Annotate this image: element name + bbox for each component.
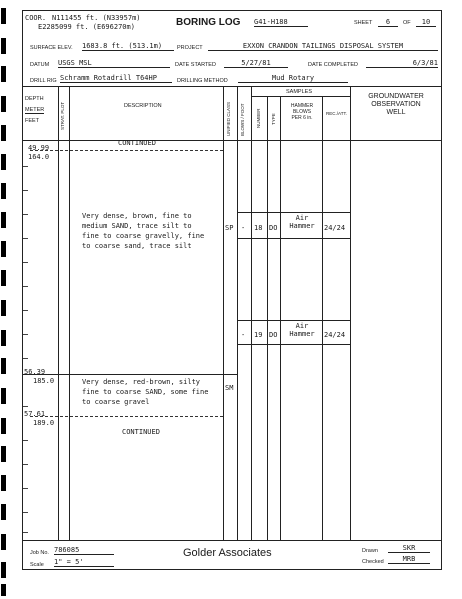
col-rec-att: REC./ATT.: [326, 111, 347, 116]
project-value: EXXON CRANDON TAILINGS DISPOSAL SYSTEM: [208, 42, 438, 51]
coord-label: COOR.: [25, 14, 47, 22]
col-unified-class: UNIFIED CLASS: [226, 101, 231, 136]
sample18-rec: 24/24: [324, 224, 346, 232]
of-label: OF: [403, 20, 411, 26]
checked-value: MRB: [388, 555, 430, 564]
col-groundwater: GROUNDWATER OBSERVATION WELL: [368, 93, 424, 116]
layer2-class: SM: [225, 384, 234, 392]
depth-top-ft: 164.0: [28, 153, 50, 161]
continued-bottom: CONTINUED: [122, 428, 160, 436]
layer2-description: Very dense, red-brown, silty fine to coarse SAND, some fine to coarse gravel: [82, 378, 209, 406]
coord-easting: E2285099 ft. (E696270m): [38, 23, 135, 31]
surface-elev-label: SURFACE ELEV.: [30, 45, 73, 51]
project-label: PROJECT: [177, 45, 203, 51]
scale-value: 1" = 5': [54, 558, 114, 567]
sample18-number: 18: [254, 224, 263, 232]
sample19-type: DO: [269, 331, 278, 339]
scale-label: Scale: [30, 562, 44, 568]
drawn-value: SKR: [388, 544, 430, 553]
drill-rig-value: Schramm Rotadrill T64HP: [60, 74, 172, 83]
date-started-label: DATE STARTED: [175, 62, 216, 68]
date-started-value: 5/27/81: [224, 59, 288, 68]
sample19-number: 19: [254, 331, 263, 339]
layer1-description: Very dense, brown, fine to medium SAND, trace silt to fine to coarse gravelly, fine to coarse sand, trace silt: [82, 212, 205, 250]
col-depth-meter: METER: [25, 107, 45, 113]
col-depth-feet: FEET: [25, 118, 40, 124]
date-completed-value: 6/3/81: [366, 59, 438, 68]
surface-elev-value: 1683.8 ft. (513.1m): [82, 42, 174, 51]
job-label: Job No.: [30, 550, 49, 556]
depth-bot-ft: 189.0: [33, 419, 55, 427]
drawn-label: Drawn: [362, 548, 378, 554]
sample19-hammer: Air Hammer: [289, 322, 315, 338]
depth-mid-m: 56.39: [24, 368, 46, 376]
col-samples: SAMPLES: [286, 89, 312, 95]
col-description: DESCRIPTION: [124, 103, 162, 109]
continued-top: CONTINUED: [118, 139, 156, 147]
col-depth: DEPTH: [25, 96, 44, 102]
coord-northing: N111455 ft. (N33957m): [52, 14, 141, 22]
sample19-rec: 24/24: [324, 331, 346, 339]
date-completed-label: DATE COMPLETED: [308, 62, 359, 68]
col-strat-plot: STRAT. PLOT: [60, 101, 65, 130]
col-hammer: HAMMER BLOWS PER 6 in.: [290, 103, 314, 121]
depth-top-m: 49.99: [28, 144, 50, 152]
depth-bot-m: 57.61: [24, 410, 46, 418]
col-sample-type: TYPE: [271, 113, 276, 125]
sample18-blows: -: [241, 224, 246, 232]
drill-rig-label: DRILL RIG: [30, 78, 57, 84]
sample18-type: DO: [269, 224, 278, 232]
depth-mid-ft: 185.0: [33, 377, 55, 385]
company-name: Golder Associates: [183, 547, 272, 559]
datum-label: DATUM: [30, 62, 50, 68]
drilling-method-label: DRILLING METHOD: [177, 78, 228, 84]
col-blows-foot: BLOWS / FOOT: [240, 103, 245, 136]
drilling-method-value: Mud Rotary: [238, 74, 348, 83]
sheet-number: 6: [378, 18, 398, 27]
sample18-hammer: Air Hammer: [289, 214, 315, 230]
log-id: G41-H188: [254, 18, 308, 27]
col-sample-number: NUMBER: [256, 108, 261, 128]
sheet-label: SHEET: [354, 20, 373, 26]
checked-label: Checked: [362, 559, 384, 565]
sheet-total: 10: [416, 18, 436, 27]
job-number: 786085: [54, 546, 114, 555]
layer1-class: SP: [225, 224, 234, 232]
datum-value: USGS MSL: [58, 59, 170, 68]
page-title: BORING LOG: [176, 17, 241, 28]
sample19-blows: -: [241, 331, 246, 339]
